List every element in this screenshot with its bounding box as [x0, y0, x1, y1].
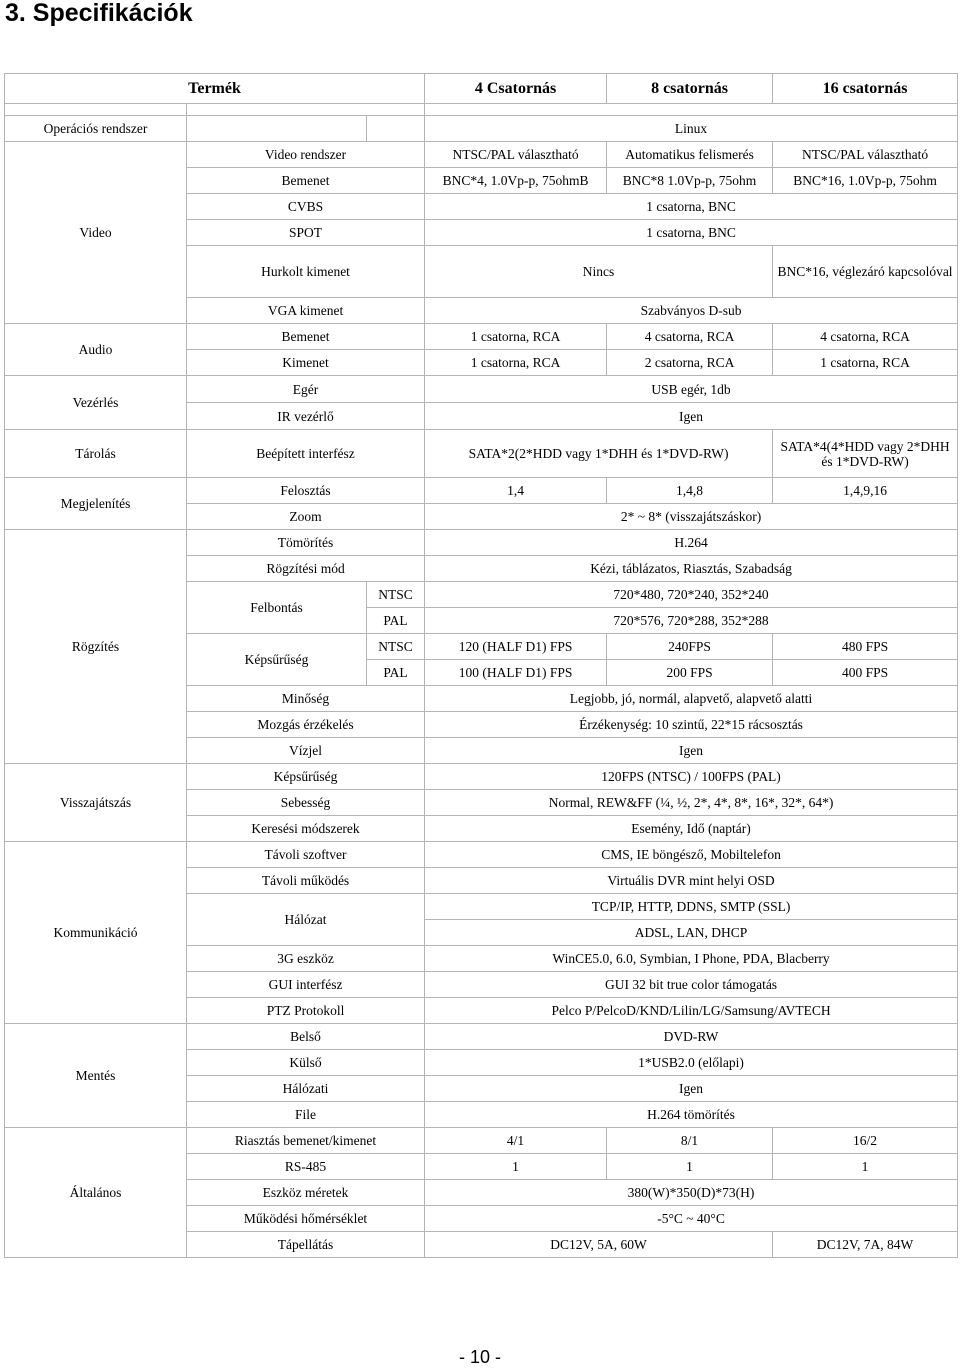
value-resolution-ntsc: 720*480, 720*240, 352*240 — [425, 582, 958, 608]
value-zoom: 2* ~ 8* (visszajátszáskor) — [425, 504, 958, 530]
value-os: Linux — [425, 116, 958, 142]
label-zoom: Zoom — [187, 504, 425, 530]
value-vga-output: Szabványos D-sub — [425, 298, 958, 324]
value-video-input-4: BNC*4, 1.0Vp-p, 75ohmB — [425, 168, 607, 194]
value-3g-device: WinCE5.0, 6.0, Symbian, I Phone, PDA, Blacberry — [425, 946, 958, 972]
label-resolution: Felbontás — [187, 582, 367, 634]
value-remote-operation: Virtuális DVR mint helyi OSD — [425, 868, 958, 894]
value-quality: Legjobb, jó, normál, alapvető, alapvető alatti — [425, 686, 958, 712]
value-rs485-4: 1 — [425, 1154, 607, 1180]
value-network-connections: ADSL, LAN, DHCP — [425, 920, 958, 946]
value-video-system-4: NTSC/PAL választható — [425, 142, 607, 168]
label-backup-internal: Belső — [187, 1024, 425, 1050]
label-search-methods: Keresési módszerek — [187, 816, 425, 842]
label-storage-interface: Beépített interfész — [187, 430, 425, 478]
category-display: Megjelenítés — [5, 478, 187, 530]
value-mouse: USB egér, 1db — [425, 376, 958, 403]
value-audio-input-4: 1 csatorna, RCA — [425, 324, 607, 350]
label-record-mode: Rögzítési mód — [187, 556, 425, 582]
category-playback: Visszajátszás — [5, 764, 187, 842]
value-power-16: DC12V, 7A, 84W — [773, 1232, 958, 1258]
value-audio-input-16: 4 csatorna, RCA — [773, 324, 958, 350]
value-framerate-pal-4: 100 (HALF D1) FPS — [425, 660, 607, 686]
label-resolution-pal: PAL — [367, 608, 425, 634]
value-backup-network: Igen — [425, 1076, 958, 1102]
value-motion: Érzékenység: 10 szintű, 22*15 rácsosztás — [425, 712, 958, 738]
label-loop-output: Hurkolt kimenet — [187, 246, 425, 298]
value-resolution-pal: 720*576, 720*288, 352*288 — [425, 608, 958, 634]
page-heading: 3. Specifikációk — [5, 0, 193, 27]
label-ir: IR vezérlő — [187, 403, 425, 430]
value-video-system-16: NTSC/PAL választható — [773, 142, 958, 168]
category-recording: Rögzítés — [5, 530, 187, 764]
value-audio-output-4: 1 csatorna, RCA — [425, 350, 607, 376]
table-row — [5, 478, 958, 504]
label-speed: Sebesség — [187, 790, 425, 816]
value-rs485-8: 1 — [607, 1154, 773, 1180]
value-compression: H.264 — [425, 530, 958, 556]
table-row — [5, 1024, 958, 1050]
value-rs485-16: 1 — [773, 1154, 958, 1180]
value-remote-software: CMS, IE böngésző, Mobiltelefon — [425, 842, 958, 868]
label-cvbs: CVBS — [187, 194, 425, 220]
value-search-methods: Esemény, Idő (naptár) — [425, 816, 958, 842]
label-quality: Minőség — [187, 686, 425, 712]
value-playback-framerate: 120FPS (NTSC) / 100FPS (PAL) — [425, 764, 958, 790]
value-video-system-8: Automatikus felismerés — [607, 142, 773, 168]
value-ir: Igen — [425, 403, 958, 430]
spacer-row — [5, 104, 958, 116]
label-backup-file: File — [187, 1102, 425, 1128]
value-split-8: 1,4,8 — [607, 478, 773, 504]
value-framerate-pal-8: 200 FPS — [607, 660, 773, 686]
value-audio-output-8: 2 csatorna, RCA — [607, 350, 773, 376]
label-remote-operation: Távoli működés — [187, 868, 425, 894]
label-audio-input: Bemenet — [187, 324, 425, 350]
label-watermark: Vízjel — [187, 738, 425, 764]
header-product: Termék — [5, 74, 425, 104]
table-row — [5, 430, 958, 478]
spec-table — [4, 73, 958, 1258]
value-video-input-16: BNC*16, 1.0Vp-p, 75ohm — [773, 168, 958, 194]
label-video-input: Bemenet — [187, 168, 425, 194]
label-framerate-ntsc: NTSC — [367, 634, 425, 660]
label-vga-output: VGA kimenet — [187, 298, 425, 324]
value-storage-16: SATA*4(4*HDD vagy 2*DHH és 1*DVD-RW) — [773, 430, 958, 478]
value-framerate-pal-16: 400 FPS — [773, 660, 958, 686]
value-backup-internal: DVD-RW — [425, 1024, 958, 1050]
value-cvbs: 1 csatorna, BNC — [425, 194, 958, 220]
value-power-4-8: DC12V, 5A, 60W — [425, 1232, 773, 1258]
value-spot: 1 csatorna, BNC — [425, 220, 958, 246]
table-row — [5, 842, 958, 868]
value-speed: Normal, REW&FF (¼, ½, 2*, 4*, 8*, 16*, 32*, 64*) — [425, 790, 958, 816]
label-audio-output: Kimenet — [187, 350, 425, 376]
label-compression: Tömörítés — [187, 530, 425, 556]
value-split-16: 1,4,9,16 — [773, 478, 958, 504]
label-remote-software: Távoli szoftver — [187, 842, 425, 868]
table-row — [5, 116, 958, 142]
label-network: Hálózat — [187, 894, 425, 946]
value-storage-4-8: SATA*2(2*HDD vagy 1*DHH és 1*DVD-RW) — [425, 430, 773, 478]
table-row — [5, 324, 958, 350]
category-video: Video — [5, 142, 187, 324]
label-backup-external: Külső — [187, 1050, 425, 1076]
table-row — [5, 142, 958, 168]
label-rs485: RS-485 — [187, 1154, 425, 1180]
value-backup-file: H.264 tömörítés — [425, 1102, 958, 1128]
label-backup-network: Hálózati — [187, 1076, 425, 1102]
value-alarm-16: 16/2 — [773, 1128, 958, 1154]
value-audio-input-8: 4 csatorna, RCA — [607, 324, 773, 350]
label-operating-temp: Működési hőmérséklet — [187, 1206, 425, 1232]
category-audio: Audio — [5, 324, 187, 376]
page-number: - 10 - — [458, 1347, 501, 1367]
value-backup-external: 1*USB2.0 (előlapi) — [425, 1050, 958, 1076]
label-spot: SPOT — [187, 220, 425, 246]
label-framerate-pal: PAL — [367, 660, 425, 686]
category-backup: Mentés — [5, 1024, 187, 1128]
value-framerate-ntsc-4: 120 (HALF D1) FPS — [425, 634, 607, 660]
label-alarm-io: Riasztás bemenet/kimenet — [187, 1128, 425, 1154]
label-motion: Mozgás érzékelés — [187, 712, 425, 738]
header-16ch: 16 csatornás — [773, 74, 958, 104]
value-watermark: Igen — [425, 738, 958, 764]
value-loop-output-16: BNC*16, véglezáró kapcsolóval — [773, 246, 958, 298]
header-4ch: 4 Csatornás — [425, 74, 607, 104]
category-storage: Tárolás — [5, 430, 187, 478]
label-device-size: Eszköz méretek — [187, 1180, 425, 1206]
category-communication: Kommunikáció — [5, 842, 187, 1024]
value-video-input-8: BNC*8 1.0Vp-p, 75ohm — [607, 168, 773, 194]
label-video-system: Video rendszer — [187, 142, 425, 168]
label-3g-device: 3G eszköz — [187, 946, 425, 972]
table-row — [5, 530, 958, 556]
value-device-size: 380(W)*350(D)*73(H) — [425, 1180, 958, 1206]
header-8ch: 8 csatornás — [607, 74, 773, 104]
value-record-mode: Kézi, táblázatos, Riasztás, Szabadság — [425, 556, 958, 582]
value-framerate-ntsc-8: 240FPS — [607, 634, 773, 660]
value-audio-output-16: 1 csatorna, RCA — [773, 350, 958, 376]
category-os: Operációs rendszer — [5, 116, 187, 142]
label-record-framerate: Képsűrűség — [187, 634, 367, 686]
value-operating-temp: -5°C ~ 40°C — [425, 1206, 958, 1232]
label-resolution-ntsc: NTSC — [367, 582, 425, 608]
table-header-row — [5, 74, 958, 104]
category-general: Általános — [5, 1128, 187, 1258]
value-alarm-8: 8/1 — [607, 1128, 773, 1154]
value-network-protocols: TCP/IP, HTTP, DDNS, SMTP (SSL) — [425, 894, 958, 920]
label-gui: GUI interfész — [187, 972, 425, 998]
label-power: Tápellátás — [187, 1232, 425, 1258]
label-ptz: PTZ Protokoll — [187, 998, 425, 1024]
table-row — [5, 764, 958, 790]
value-loop-output-4-8: Nincs — [425, 246, 773, 298]
value-alarm-4: 4/1 — [425, 1128, 607, 1154]
value-framerate-ntsc-16: 480 FPS — [773, 634, 958, 660]
label-split: Felosztás — [187, 478, 425, 504]
table-row — [5, 376, 958, 403]
table-row — [5, 1128, 958, 1154]
value-split-4: 1,4 — [425, 478, 607, 504]
value-ptz: Pelco P/PelcoD/KND/Lilin/LG/Samsung/AVTECH — [425, 998, 958, 1024]
label-playback-framerate: Képsűrűség — [187, 764, 425, 790]
value-gui: GUI 32 bit true color támogatás — [425, 972, 958, 998]
category-control: Vezérlés — [5, 376, 187, 430]
label-mouse: Egér — [187, 376, 425, 403]
